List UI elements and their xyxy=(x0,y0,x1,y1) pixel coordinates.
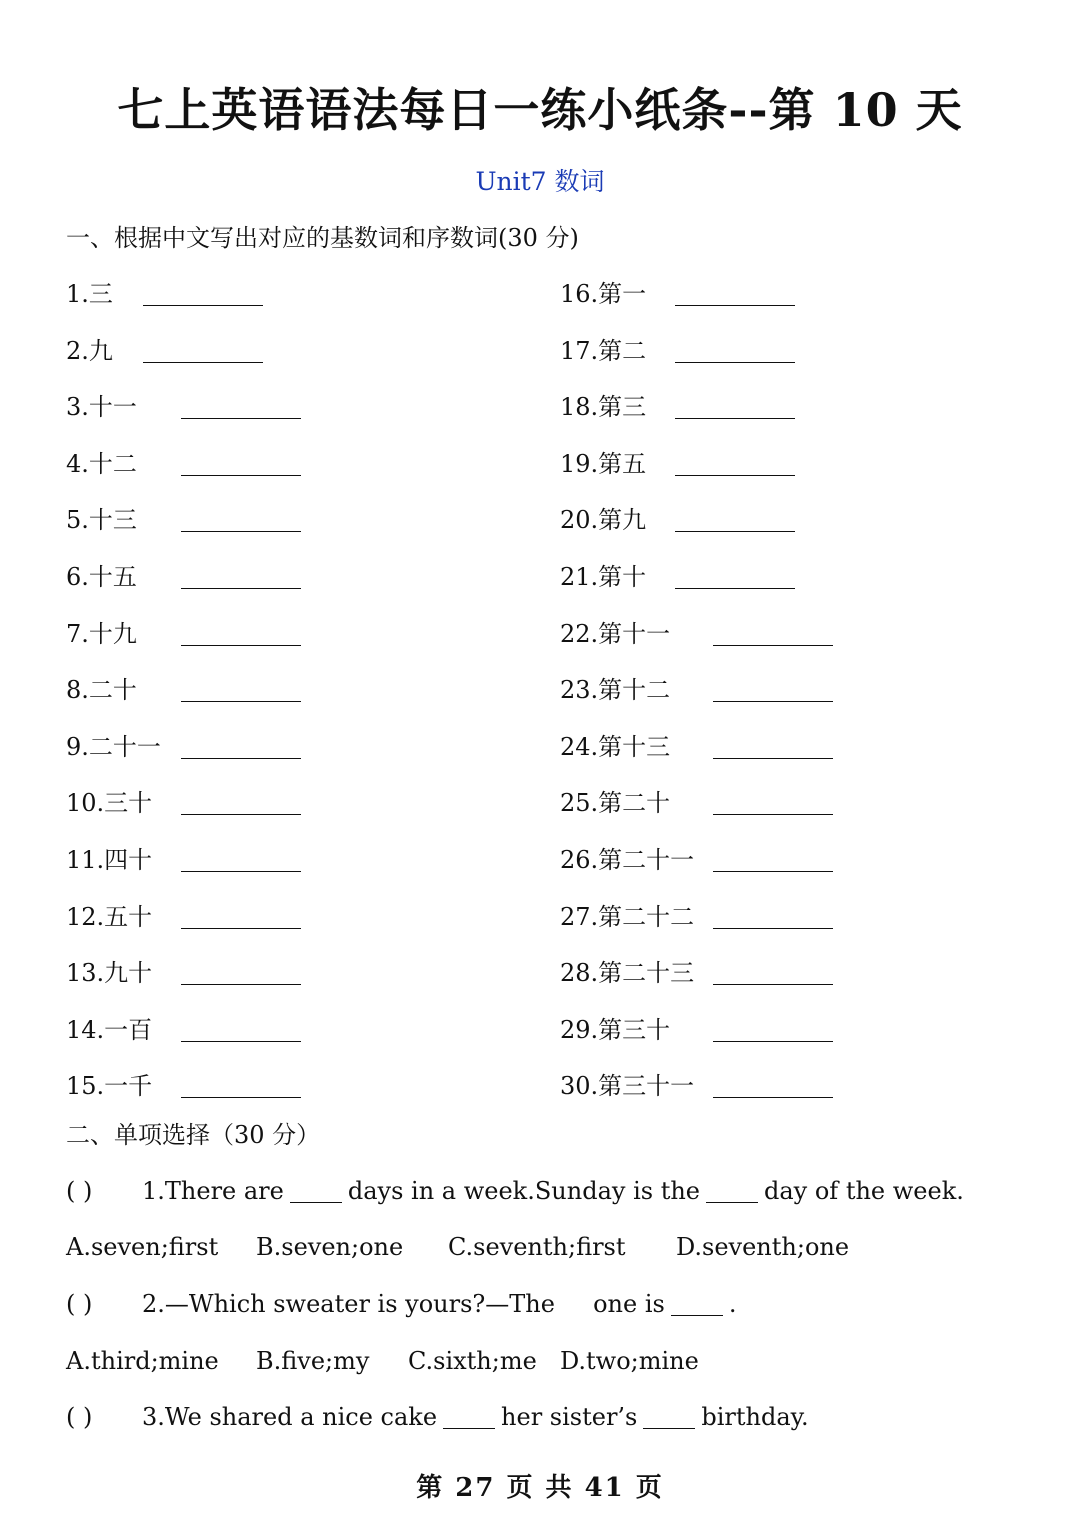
question-1-options xyxy=(66,1230,849,1264)
question-3 xyxy=(66,1400,809,1434)
q3-blank-1[interactable] xyxy=(443,1427,495,1429)
left-item-label: 7.十九 xyxy=(66,620,137,648)
answer-paren[interactable]: ( ) xyxy=(66,1290,93,1318)
left-item-label: 1.三 xyxy=(66,280,113,308)
left-answer-blank[interactable] xyxy=(181,418,301,419)
q1-blank-2[interactable] xyxy=(706,1201,758,1203)
left-item-label: 3.十一 xyxy=(66,393,137,421)
right-answer-blank[interactable] xyxy=(713,645,833,646)
left-item-label: 9.二十一 xyxy=(66,733,161,761)
q1-option-c[interactable]: C.seventh;first xyxy=(448,1233,626,1261)
right-item-label: 20.第九 xyxy=(560,506,647,534)
left-answer-blank[interactable] xyxy=(181,475,301,476)
right-item-label: 25.第二十 xyxy=(560,789,671,817)
left-item-label: 12.五十 xyxy=(66,903,153,931)
left-item-label: 6.十五 xyxy=(66,563,137,591)
right-answer-blank[interactable] xyxy=(713,758,833,759)
right-answer-blank[interactable] xyxy=(713,1097,833,1098)
left-answer-blank[interactable] xyxy=(143,305,263,306)
q2-option-c[interactable]: C.sixth;me xyxy=(408,1347,537,1375)
q2-option-b[interactable]: B.five;my xyxy=(256,1347,370,1375)
left-answer-blank[interactable] xyxy=(181,871,301,872)
right-answer-blank[interactable] xyxy=(713,701,833,702)
left-answer-blank[interactable] xyxy=(181,1097,301,1098)
right-item-label: 24.第十三 xyxy=(560,733,671,761)
q1-text-part2: days in a week.Sunday is the xyxy=(347,1177,700,1205)
right-item-label: 16.第一 xyxy=(560,280,647,308)
right-answer-blank[interactable] xyxy=(713,814,833,815)
left-answer-blank[interactable] xyxy=(181,701,301,702)
right-answer-blank[interactable] xyxy=(713,984,833,985)
question-2 xyxy=(66,1287,736,1321)
left-item-label: 4.十二 xyxy=(66,450,137,478)
left-answer-blank[interactable] xyxy=(181,1041,301,1042)
left-item-label: 2.九 xyxy=(66,337,113,365)
right-item-label: 22.第十一 xyxy=(560,620,671,648)
left-item-label: 14.一百 xyxy=(66,1016,153,1044)
right-item-label: 19.第五 xyxy=(560,450,647,478)
left-answer-blank[interactable] xyxy=(181,758,301,759)
left-answer-blank[interactable] xyxy=(181,814,301,815)
q2-option-d[interactable]: D.two;mine xyxy=(560,1347,699,1375)
q1-text-part1: 1.There are xyxy=(142,1177,284,1205)
q1-option-d[interactable]: D.seventh;one xyxy=(676,1233,850,1261)
left-item-label: 5.十三 xyxy=(66,506,137,534)
q1-text-part3: day of the week. xyxy=(764,1177,964,1205)
answer-paren[interactable]: ( ) xyxy=(66,1403,93,1431)
right-answer-blank[interactable] xyxy=(713,928,833,929)
right-answer-blank[interactable] xyxy=(675,531,795,532)
right-item-label: 29.第三十 xyxy=(560,1016,671,1044)
right-answer-blank[interactable] xyxy=(675,588,795,589)
q3-text-part2: her sister’s xyxy=(501,1403,638,1431)
right-item-label: 28.第二十三 xyxy=(560,959,695,987)
left-item-label: 11.四十 xyxy=(66,846,153,874)
q3-text-part3: birthday. xyxy=(701,1403,809,1431)
right-item-label: 30.第三十一 xyxy=(560,1072,695,1100)
left-item-label: 13.九十 xyxy=(66,959,153,987)
right-answer-blank[interactable] xyxy=(675,475,795,476)
q2-text-part1: 2.—Which sweater is yours?—The one is xyxy=(142,1290,665,1318)
unit-subtitle: Unit7 数词 xyxy=(475,167,605,196)
right-answer-blank[interactable] xyxy=(675,418,795,419)
section2-heading: 二、单项选择（30 分） xyxy=(66,1121,321,1149)
right-item-label: 23.第十二 xyxy=(560,676,671,704)
left-item-label: 8.二十 xyxy=(66,676,137,704)
right-item-label: 27.第二十二 xyxy=(560,903,695,931)
left-item-label: 15.一千 xyxy=(66,1072,153,1100)
left-answer-blank[interactable] xyxy=(181,531,301,532)
q1-option-b[interactable]: B.seven;one xyxy=(256,1233,404,1261)
right-answer-blank[interactable] xyxy=(713,1041,833,1042)
q3-blank-2[interactable] xyxy=(643,1427,695,1429)
question-1 xyxy=(66,1174,964,1208)
page-number-footer: 第 27 页 共 41 页 xyxy=(416,1473,664,1503)
right-answer-blank[interactable] xyxy=(675,305,795,306)
section1-heading: 一、根据中文写出对应的基数词和序数词(30 分) xyxy=(66,224,579,252)
q1-option-a[interactable]: A.seven;first xyxy=(66,1233,219,1261)
q1-blank-1[interactable] xyxy=(290,1201,342,1203)
right-answer-blank[interactable] xyxy=(675,362,795,363)
left-answer-blank[interactable] xyxy=(181,928,301,929)
right-item-label: 21.第十 xyxy=(560,563,647,591)
left-answer-blank[interactable] xyxy=(181,984,301,985)
q2-blank-1[interactable] xyxy=(671,1314,723,1316)
left-answer-blank[interactable] xyxy=(181,645,301,646)
question-2-options xyxy=(66,1344,699,1378)
right-answer-blank[interactable] xyxy=(713,871,833,872)
q2-text-part2: . xyxy=(728,1290,737,1318)
left-item-label: 10.三十 xyxy=(66,789,153,817)
right-item-label: 18.第三 xyxy=(560,393,647,421)
right-item-label: 17.第二 xyxy=(560,337,647,365)
page-title: 七上英语语法每日一练小纸条--第 10 天 xyxy=(117,83,963,137)
left-answer-blank[interactable] xyxy=(181,588,301,589)
left-answer-blank[interactable] xyxy=(143,362,263,363)
q2-option-a[interactable]: A.third;mine xyxy=(66,1347,219,1375)
q3-text-part1: 3.We shared a nice cake xyxy=(142,1403,438,1431)
right-item-label: 26.第二十一 xyxy=(560,846,695,874)
answer-paren[interactable]: ( ) xyxy=(66,1177,93,1205)
